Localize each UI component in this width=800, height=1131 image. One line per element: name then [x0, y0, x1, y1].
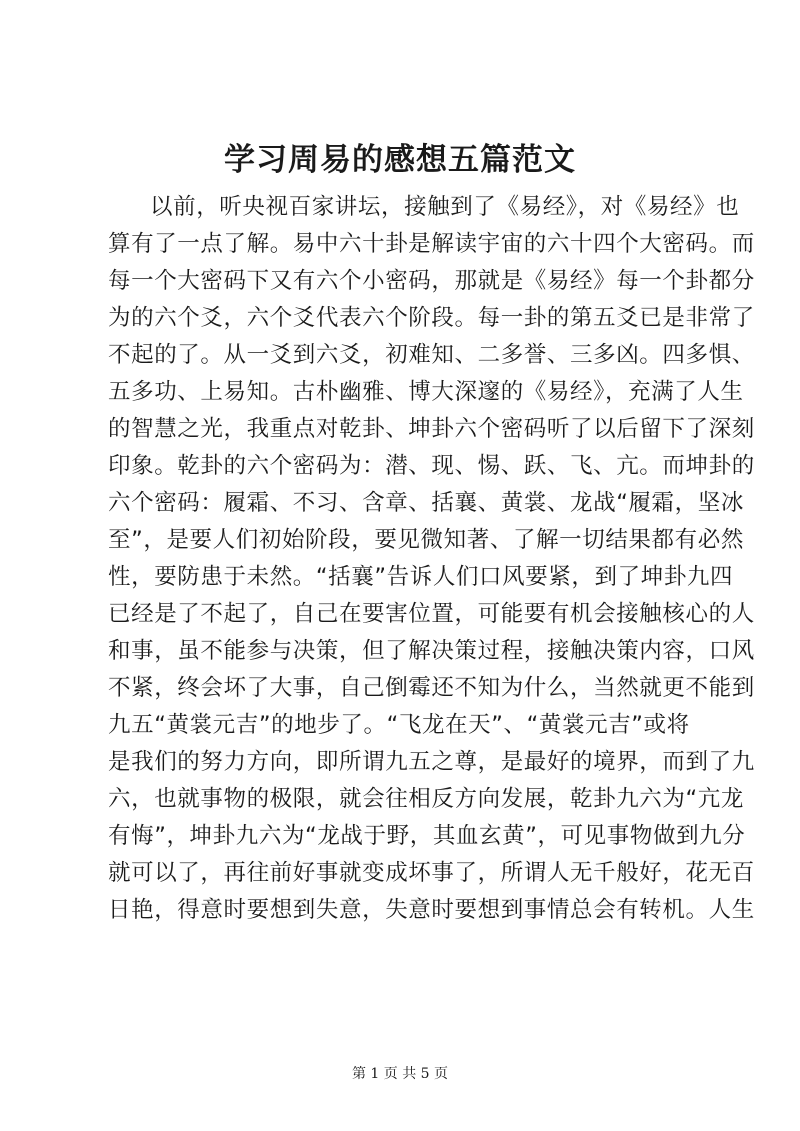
body-line: 每一个大密码下又有六个小密码，那就是《易经》每一个卦都分 [108, 268, 755, 294]
page-number-footer: 第 1 页 共 5 页 [351, 1066, 449, 1082]
body-line: 是我们的努力方向，即所谓九五之尊，是最好的境界，而到了九 [108, 749, 755, 775]
body-line: 六，也就事物的极限，就会往相反方向发展，乾卦九六为“亢龙 [108, 786, 744, 812]
body-line: 和事，虽不能参与决策，但了解决策过程，接触决策内容，口风 [108, 638, 755, 664]
body-line: 六个密码：履霜、不习、含章、括襄、黄裳、龙战“履霜，坚冰 [108, 490, 744, 516]
body-line: 有悔”，坤卦九六为“龙战于野，其血玄黄”，可见事物做到九分 [108, 823, 746, 849]
body-line: 印象。乾卦的六个密码为：潜、现、惕、跃、飞、亢。而坤卦的 [108, 453, 755, 479]
body-line: 性，要防患于未然。“括襄”告诉人们口风要紧，到了坤卦九四 [108, 564, 734, 590]
body-line: 为的六个爻，六个爻代表六个阶段。每一卦的第五爻已是非常了 [108, 305, 755, 331]
document-title: 学习周易的感想五篇范文 [224, 142, 576, 178]
body-line: 不起的了。从一爻到六爻，初难知、二多誉、三多凶。四多惧、 [108, 342, 755, 368]
body-line: 的智慧之光，我重点对乾卦、坤卦六个密码听了以后留下了深刻 [108, 416, 755, 442]
body-line: 就可以了，再往前好事就变成坏事了，所谓人无千般好，花无百 [108, 860, 755, 886]
body-line: 九五“黄裳元吉”的地步了。“飞龙在天”、“黄裳元吉”或将 [108, 712, 690, 738]
body-line: 算有了一点了解。易中六十卦是解读宇宙的六十四个大密码。而 [108, 231, 755, 257]
body-line: 至”，是要人们初始阶段，要见微知著、了解一切结果都有必然 [108, 527, 744, 553]
body-line: 日艳，得意时要想到失意，失意时要想到事情总会有转机。人生 [108, 897, 755, 923]
body-line: 不紧，终会坏了大事，自己倒霉还不知为什么，当然就更不能到 [108, 675, 755, 701]
body-line: 已经是了不起了，自己在要害位置，可能要有机会接触核心的人 [108, 601, 755, 627]
body-line: 以前，听央视百家讲坛，接触到了《易经》，对《易经》也 [150, 194, 740, 220]
body-line: 五多功、上易知。古朴幽雅、博大深邃的《易经》，充满了人生 [108, 379, 744, 405]
document-body [108, 189, 755, 929]
